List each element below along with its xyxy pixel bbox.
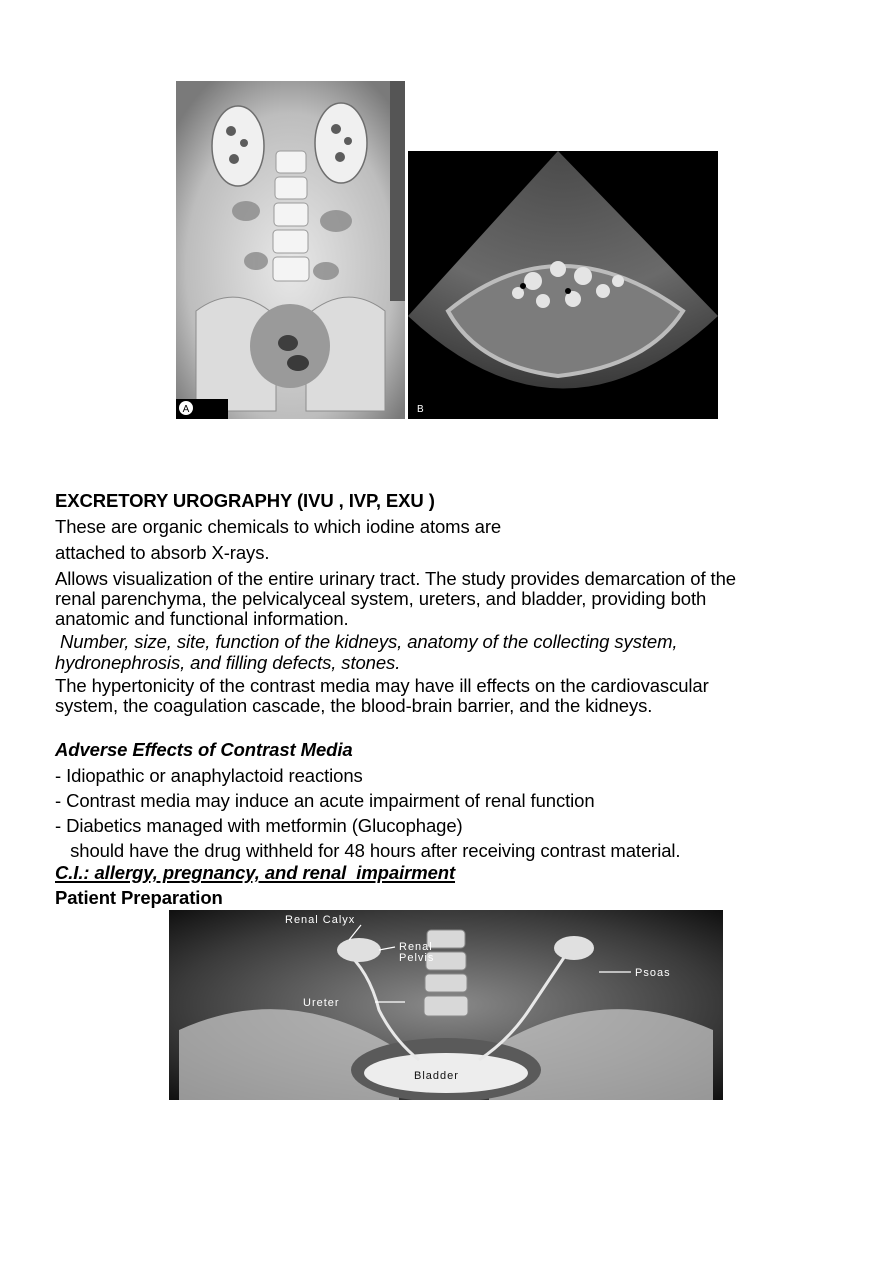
label-ureter: Ureter — [303, 997, 340, 1009]
abdominal-xray-image — [176, 81, 405, 419]
adverse-effects-heading: Adverse Effects of Contrast Media — [55, 739, 353, 760]
label-renal-calyx: Renal Calyx — [285, 914, 356, 926]
intro-line-2: attached to absorb X-rays. — [55, 542, 270, 563]
paragraph-line: system, the coagulation cascade, the blood-brain barrier, and the kidneys. — [55, 695, 653, 716]
panel-label-a: A — [182, 404, 190, 415]
paragraph-line: renal parenchyma, the pelvicalyceal system, ureters, and bladder, providing both — [55, 588, 707, 609]
panel-label-b: B — [417, 404, 424, 415]
paragraph-line: Allows visualization of the entire urinary tract. The study provides demarcation of the — [55, 568, 736, 589]
italic-line: hydronephrosis, and filling defects, stones. — [55, 652, 401, 673]
label-psoas: Psoas — [635, 967, 671, 979]
italic-line: Number, size, site, function of the kidneys, anatomy of the collecting system, — [55, 631, 678, 652]
list-item: - Contrast media may induce an acute impairment of renal function — [55, 790, 595, 811]
paragraph-line: The hypertonicity of the contrast media may have ill effects on the cardiovascular — [55, 675, 709, 696]
patient-preparation-heading: Patient Preparation — [55, 887, 223, 908]
label-bladder: Bladder — [414, 1070, 459, 1082]
intro-line-1: These are organic chemicals to which iodine atoms are — [55, 516, 502, 537]
label-pelvis: Pelvis — [399, 952, 435, 964]
contraindications: C.I.: allergy, pregnancy, and renal impairment — [55, 862, 456, 883]
list-item: should have the drug withheld for 48 hours after receiving contrast material. — [55, 840, 681, 861]
document-title: EXCRETORY UROGRAPHY (IVU , IVP, EXU ) — [55, 490, 435, 511]
renal-ultrasound-image — [408, 151, 718, 419]
list-item: - Diabetics managed with metformin (Glucophage) — [55, 815, 463, 836]
list-item: - Idiopathic or anaphylactoid reactions — [55, 765, 363, 786]
paragraph-line: anatomic and functional information. — [55, 608, 349, 629]
label-renal: Renal — [399, 941, 433, 953]
ivu-radiograph-image — [169, 910, 723, 1100]
